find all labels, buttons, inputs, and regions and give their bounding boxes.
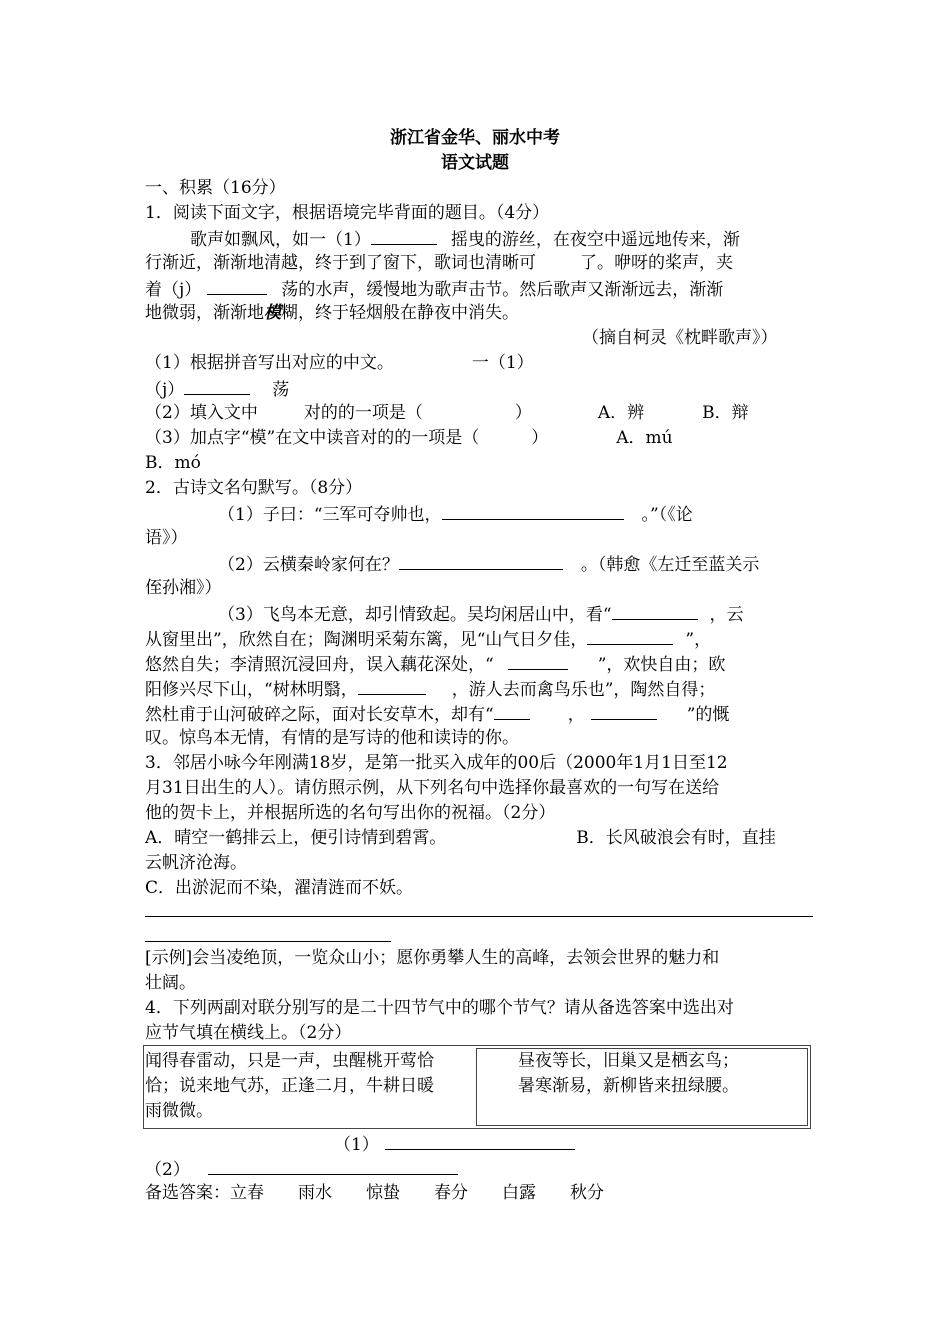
couplet-left-line: 雨微微。 [145,1101,213,1121]
option-b[interactable]: B．mó [145,453,201,473]
option-b[interactable]: B．辩 [702,403,749,423]
answer-blank[interactable] [399,551,563,570]
q1-passage-line: 歌声如飘风，如一（1） 摇曳的游丝，在夜空中遥远地传来，渐 [190,226,740,253]
q4-stem: 应节气填在横线上。（2分） [145,1023,352,1043]
q3-stem: 月31日出生的人）。请仿照示例，从下列名句中选择你最喜欢的一句写在送给 [145,778,720,798]
q2-line: 悠然自失；李清照沉浸回舟，误入藕花深处，“ ”，欢快自由；欧 [145,651,725,678]
answer-blank[interactable] [207,276,267,295]
q2-line: 从窗里出”，欣然自在；陶渊明采菊东篱，见“山气日夕佳， ”， [145,626,711,653]
answer-blank[interactable] [591,701,657,720]
q1-sub1: （1）根据拼音写出对应的中文。 一（1） [145,353,534,373]
q2-line: 然杜甫于山河破碎之际，面对长安草木，却有“ ， ”的慨 [145,701,729,728]
q4-stem: 4．下列两副对联分别写的是二十四节气中的哪个节气？请从备选答案中选出对 [145,998,734,1018]
q1-sub2: （2）填入文中 对的的一项是（ ） A．辨 B．辩 [145,403,749,423]
q3-options [145,826,776,851]
couplet-left-line: 闻得春雷动，只是一声，虫醒桃开莺恰 [145,1051,434,1071]
answer-blank[interactable] [358,676,426,695]
option-b[interactable]: B．长风破浪会有时，直挂 [576,828,776,848]
q2-line: 叹。惊鸟本无情，有情的是写诗的他和读诗的你。 [145,728,519,748]
option-b-cont: 云帆济沧海。 [145,853,247,873]
q4-answer-2: （2） [145,1156,458,1183]
answer-blank[interactable] [371,226,437,245]
option-c[interactable]: C．出淤泥而不染，濯清涟而不妖。 [145,878,414,898]
q1-sub3: （3）加点字“模”在文中读音对的的一项是（ ） A．mú [145,428,673,448]
answer-blank[interactable] [208,1156,458,1175]
q1-source: （摘自柯灵《枕畔歌声》） [582,328,778,348]
answer-blank[interactable] [442,501,624,520]
answer-blank[interactable] [385,1131,575,1150]
page-title: 浙江省金华、丽水中考 [390,128,560,148]
answer-blank[interactable] [587,626,673,645]
q2-stem: 2．古诗文名句默写。（8分） [145,478,363,498]
answer-blank[interactable] [612,601,698,620]
answer-line[interactable] [145,916,813,917]
answer-blank[interactable] [494,701,530,720]
option-a[interactable]: A．辨 [597,403,645,423]
q3-stem: 3．邻居小咏今年刚满18岁，是第一批买入成年的00后（2000年1月1日至12 [145,753,728,773]
answer-blank[interactable] [508,651,568,670]
section-heading: 一、积累（16分） [145,178,286,198]
couplet-right-line: 昼夜等长，旧巢又是栖玄鸟； [518,1051,739,1071]
couplet-right-line: 暑寒渐易，新柳皆来扭绿腰。 [518,1076,739,1096]
q1-sub1-cont: （j） 荡 [145,376,289,403]
q1-passage-line: 地微弱，渐渐地模糊，终于轻烟般在静夜中消失。 [145,303,519,323]
q3-example: [示例]会当凌绝顶，一览众山小；愿你勇攀人生的高峰，去领会世界的魅力和 [145,948,720,968]
option-a[interactable]: A．晴空一鹤排云上，便引诗情到碧霄。 [145,828,447,848]
q4-answer-1: （1） [334,1131,575,1158]
q2-line: （1）子曰：“三军可夺帅也， 。”（《论 [218,501,693,528]
answer-blank[interactable] [184,376,250,395]
q2-line: （2）云横秦岭家何在？ 。（韩愈《左迁至蓝关示 [218,551,759,578]
dotted-character: 模 [264,303,281,323]
couplet-left-line: 恰；说来地气苏，正逢二月，牛耕日暖 [145,1076,434,1096]
q1-passage-line: 着（j） 荡的水声，缓慢地为歌声击节。然后歌声又渐渐远去，渐渐 [145,276,723,303]
q2-line: 阳修兴尽下山，“树林明翳， ，游人去而禽鸟乐也”，陶然自得； [145,676,715,703]
q2-line: 侄孙湘》） [145,578,222,598]
q1-passage-line: 行渐近，渐渐地清越，终于到了窗下，歌词也清晰可 了。咿呀的桨声，夹 [145,253,733,273]
answer-line[interactable] [145,941,391,942]
page-subtitle: 语文试题 [441,153,509,173]
q4-choices: 备选答案：立春 雨水 惊蛰 春分 白露 秋分 [145,1183,604,1203]
q2-line: （3）飞鸟本无意，却引情致起。吴均闲居山中，看“ ，云 [218,601,744,628]
q1-stem: 1．阅读下面文字，根据语境完毕背面的题目。（4分） [145,203,550,223]
option-a[interactable]: A．mú [616,428,673,448]
q3-example: 壮阔。 [145,973,196,993]
q2-line: 语》） [145,528,188,548]
q3-stem: 他的贺卡上，并根据所选的名句写出你的祝福。（2分） [145,803,556,823]
